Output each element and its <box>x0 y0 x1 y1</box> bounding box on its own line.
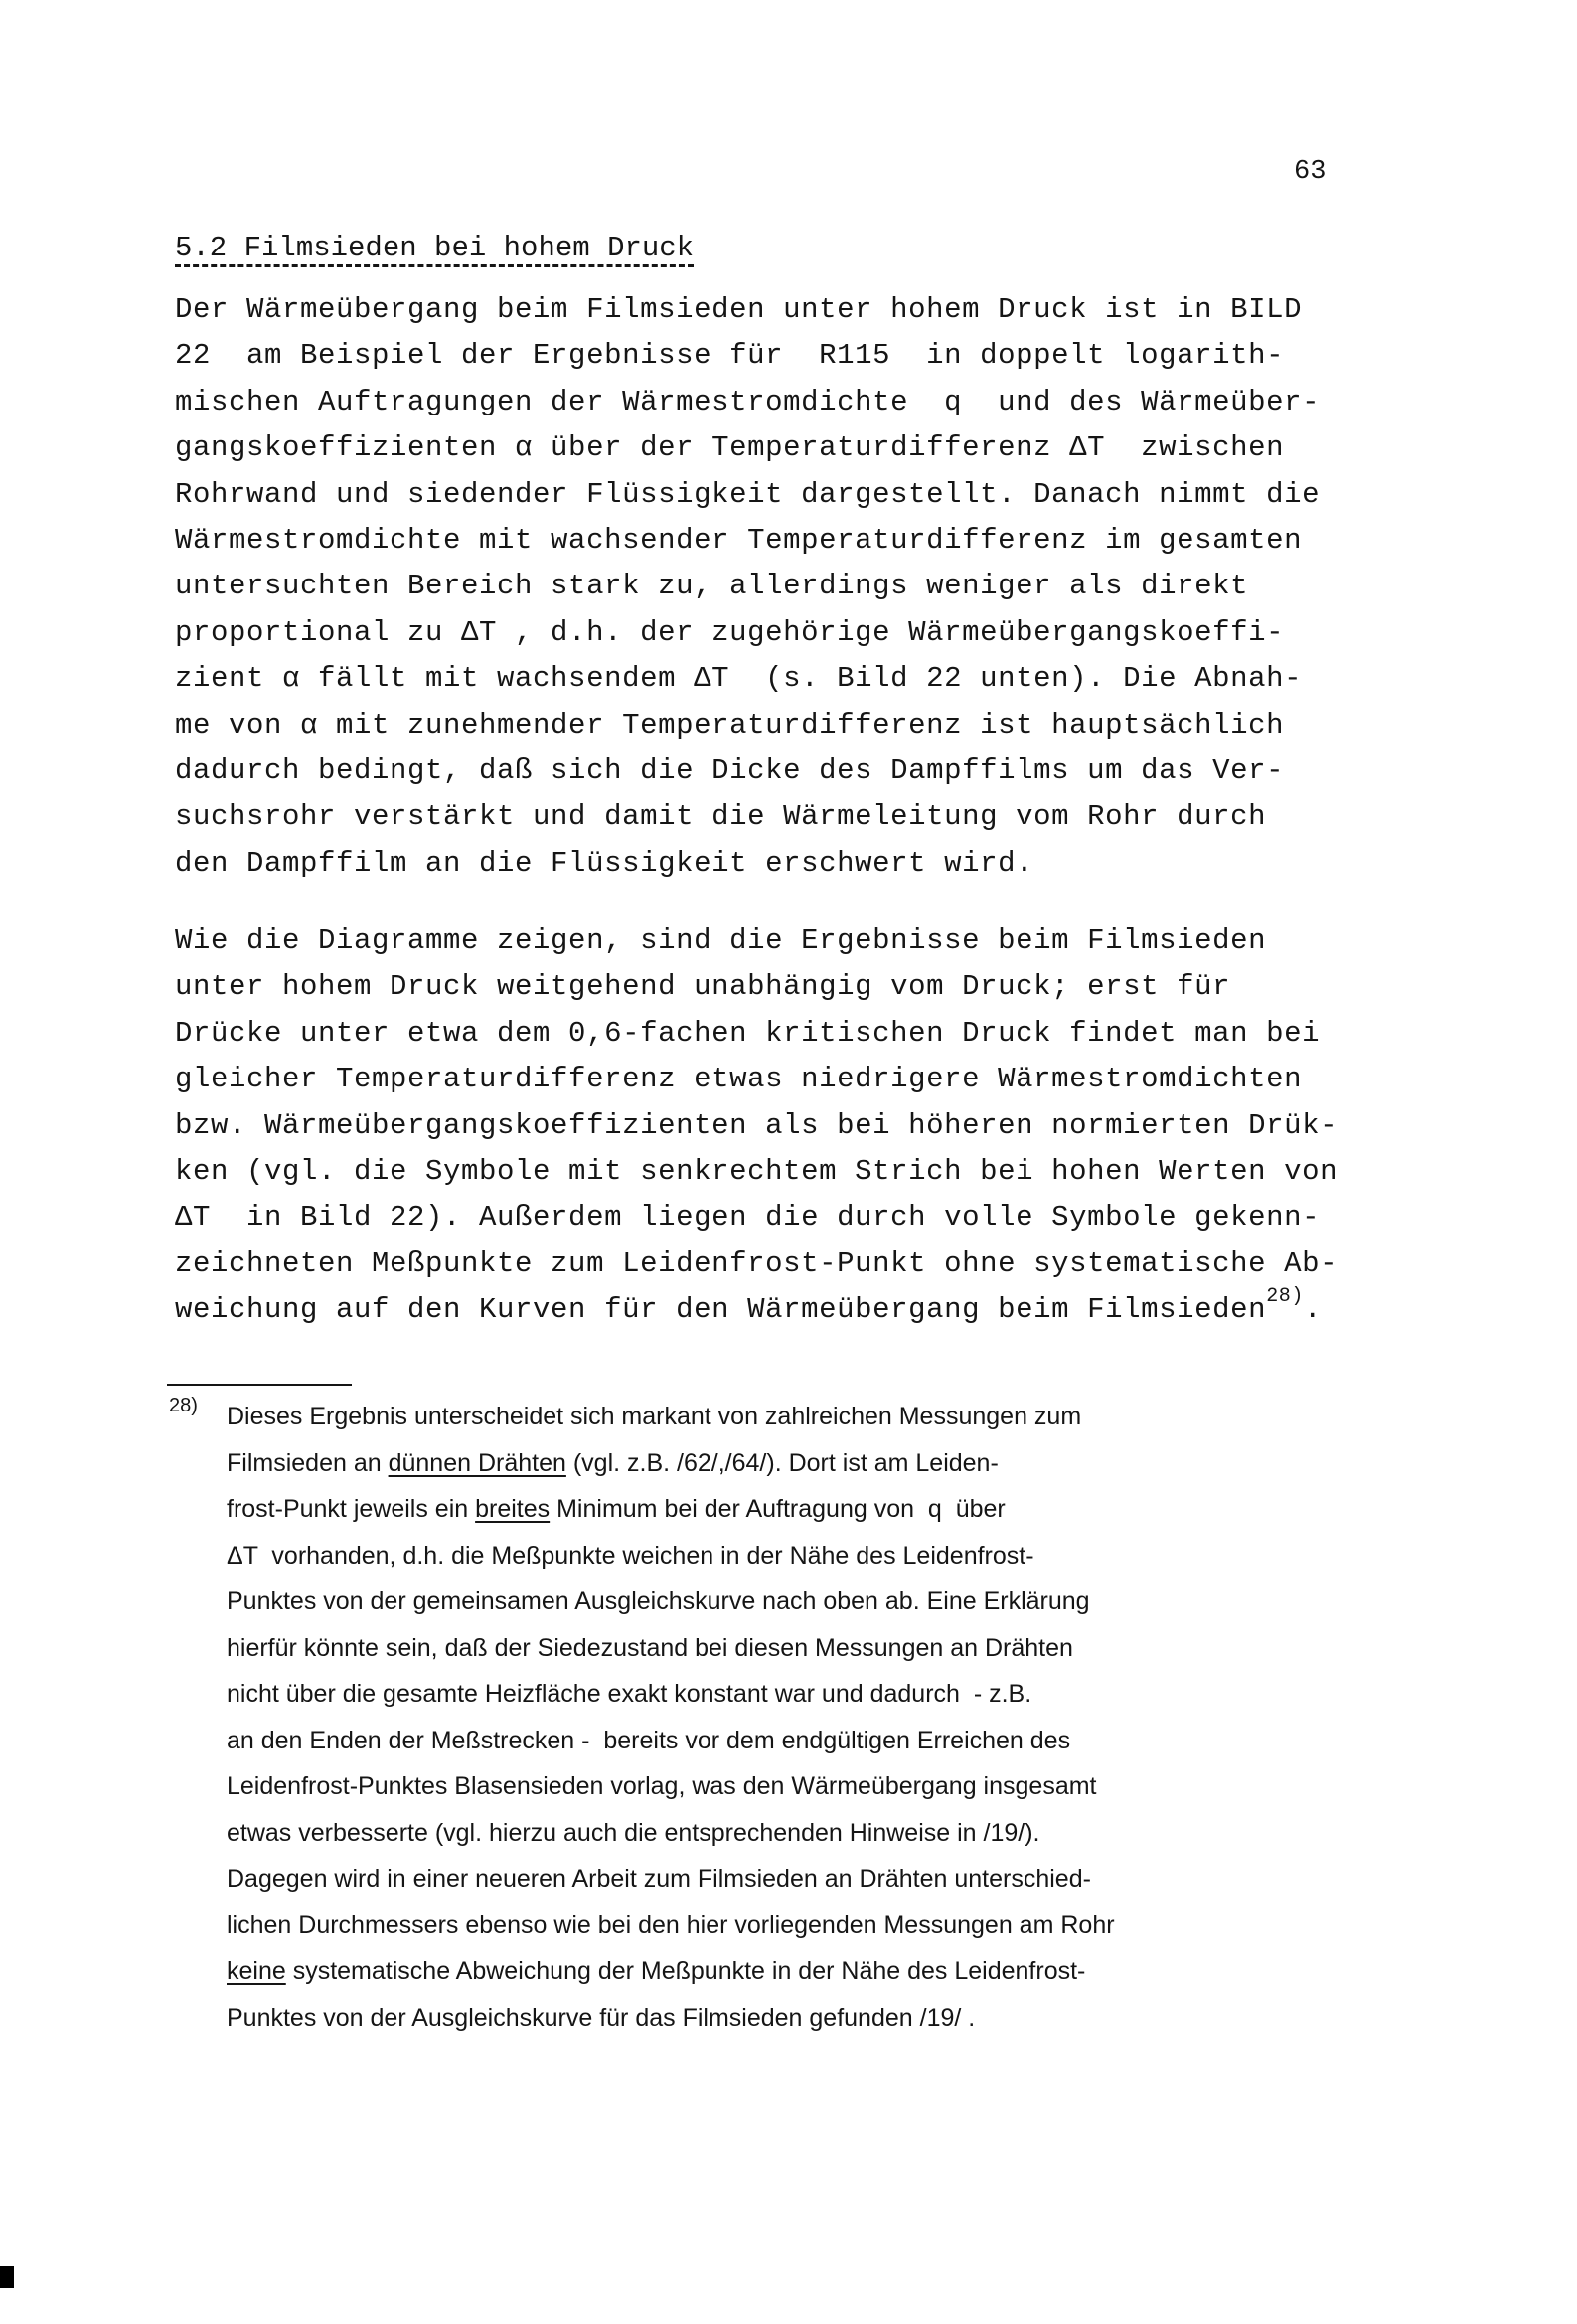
text-line: zient α fällt mit wachsendem ΔT (s. Bild 22 unten). Die Abnah- <box>175 662 1303 696</box>
underlined-text: breites <box>475 1495 551 1523</box>
scan-mark <box>0 2266 14 2288</box>
text-line: Drücke unter etwa dem 0,6-fachen kritischen Druck findet man bei <box>175 1016 1321 1050</box>
text-line-last <box>175 1287 1347 1333</box>
text-line: Wärmestromdichte mit wachsender Temperaturdifferenz im gesamten <box>175 523 1303 557</box>
text-line: 22 am Beispiel der Ergebnisse für R115 in doppelt logarith- <box>175 339 1285 373</box>
underlined-text: keine <box>227 1957 286 1985</box>
text-line: mischen Auftragungen der Wärmestromdichte q und des Wärmeüber- <box>175 385 1321 418</box>
footnote-line: Dieses Ergebnis unterscheidet sich markant von zahlreichen Messungen zum <box>227 1403 1082 1430</box>
text-line: ΔT in Bild 22). Außerdem liegen die durch volle Symbole gekenn- <box>175 1201 1321 1235</box>
footnote-line: ΔT vorhanden, d.h. die Meßpunkte weichen in der Nähe des Leidenfrost- <box>227 1541 1034 1570</box>
paragraph-2 <box>175 918 1347 1334</box>
footnote-text: (vgl. z.B. /62/,/64/). Dort ist am Leiden- <box>565 1448 999 1477</box>
footnote-line: nicht über die gesamte Heizfläche exakt konstant war und dadurch - z.B. <box>227 1680 1032 1708</box>
page-number: 63 <box>1294 157 1327 187</box>
text-line: gleicher Temperaturdifferenz etwas niedrigere Wärmestromdichten <box>175 1063 1303 1096</box>
text-line: den Dampffilm an die Flüssigkeit erschwert wird. <box>175 846 1034 880</box>
footnote-reference: 28) <box>1266 1285 1304 1309</box>
text-line: bzw. Wärmeübergangskoeffizienten als bei höheren normierten Drük- <box>175 1108 1339 1142</box>
footnote <box>169 1394 1361 2041</box>
footnote-line: hierfür könnte sein, daß der Siedezustand bei diesen Messungen an Drähten <box>227 1633 1073 1662</box>
text-line: Der Wärmeübergang beim Filmsieden unter hohem Druck ist in BILD <box>175 293 1303 326</box>
footnote-line: Dagegen wird in einer neueren Arbeit zum Filmsieden an Drähten unterschied- <box>227 1865 1091 1893</box>
text-line: ken (vgl. die Symbole mit senkrechtem Strich bei hohen Werten von <box>175 1154 1339 1188</box>
footnote-line <box>169 1948 1361 1995</box>
footnote-text: Minimum bei der Auftragung von q über <box>550 1495 1006 1523</box>
footnote-marker: 28) <box>169 1395 198 1416</box>
text-line: dadurch bedingt, daß sich die Dicke des Dampffilms um das Ver- <box>175 753 1285 787</box>
text-line: gangskoeffizienten α über der Temperaturdifferenz ΔT zwischen <box>175 431 1285 465</box>
text-line: proportional zu ΔT , d.h. der zugehörige Wärmeübergangskoeffi- <box>175 615 1285 649</box>
section-heading: 5.2 Filmsieden bei hohem Druck <box>175 234 694 267</box>
footnote-rule <box>167 1384 352 1386</box>
text-line: Rohrwand und siedender Flüssigkeit dargestellt. Danach nimmt die <box>175 477 1321 511</box>
text-line-content: weichung auf den Kurven für den Wärmeübergang beim Filmsieden <box>175 1293 1267 1327</box>
footnote-text: frost-Punkt jeweils ein <box>227 1495 476 1523</box>
text-line: untersuchten Bereich stark zu, allerdings weniger als direkt <box>175 570 1249 603</box>
footnote-text: systematische Abweichung der Meßpunkte in der Nähe des Leidenfrost- <box>285 1957 1086 1985</box>
footnote-text: Filmsieden an <box>227 1448 389 1477</box>
footnote-line: etwas verbesserte (vgl. hierzu auch die entsprechenden Hinweise in /19/). <box>227 1818 1040 1847</box>
text-line: unter hohem Druck weitgehend unabhängig vom Druck; erst für <box>175 970 1231 1004</box>
footnote-line: Leidenfrost-Punktes Blasensieden vorlag, was den Wärmeübergang insgesamt <box>227 1772 1097 1800</box>
text-line: me von α mit zunehmender Temperaturdifferenz ist hauptsächlich <box>175 708 1285 742</box>
footnote-line <box>169 1486 1361 1533</box>
sentence-end: . <box>1304 1293 1323 1327</box>
footnote-line: an den Enden der Meßstrecken - bereits vor dem endgültigen Erreichen des <box>227 1726 1071 1754</box>
footnote-line: Punktes von der gemeinsamen Ausgleichskurve nach oben ab. Eine Erklärung <box>227 1587 1090 1615</box>
text-line: suchsrohr verstärkt und damit die Wärmeleitung vom Rohr durch <box>175 800 1267 834</box>
underlined-text: dünnen Drähten <box>388 1448 566 1477</box>
text-line: zeichneten Meßpunkte zum Leidenfrost-Punkt ohne systematische Ab- <box>175 1246 1339 1280</box>
text-line: Wie die Diagramme zeigen, sind die Ergebnisse beim Filmsieden <box>175 924 1267 957</box>
footnote-line <box>169 1440 1361 1487</box>
footnote-line: lichen Durchmessers ebenso wie bei den hier vorliegenden Messungen am Rohr <box>227 1910 1115 1939</box>
paragraph-1 <box>175 287 1347 887</box>
footnote-line: Punktes von der Ausgleichskurve für das Filmsieden gefunden /19/ . <box>227 2003 976 2032</box>
